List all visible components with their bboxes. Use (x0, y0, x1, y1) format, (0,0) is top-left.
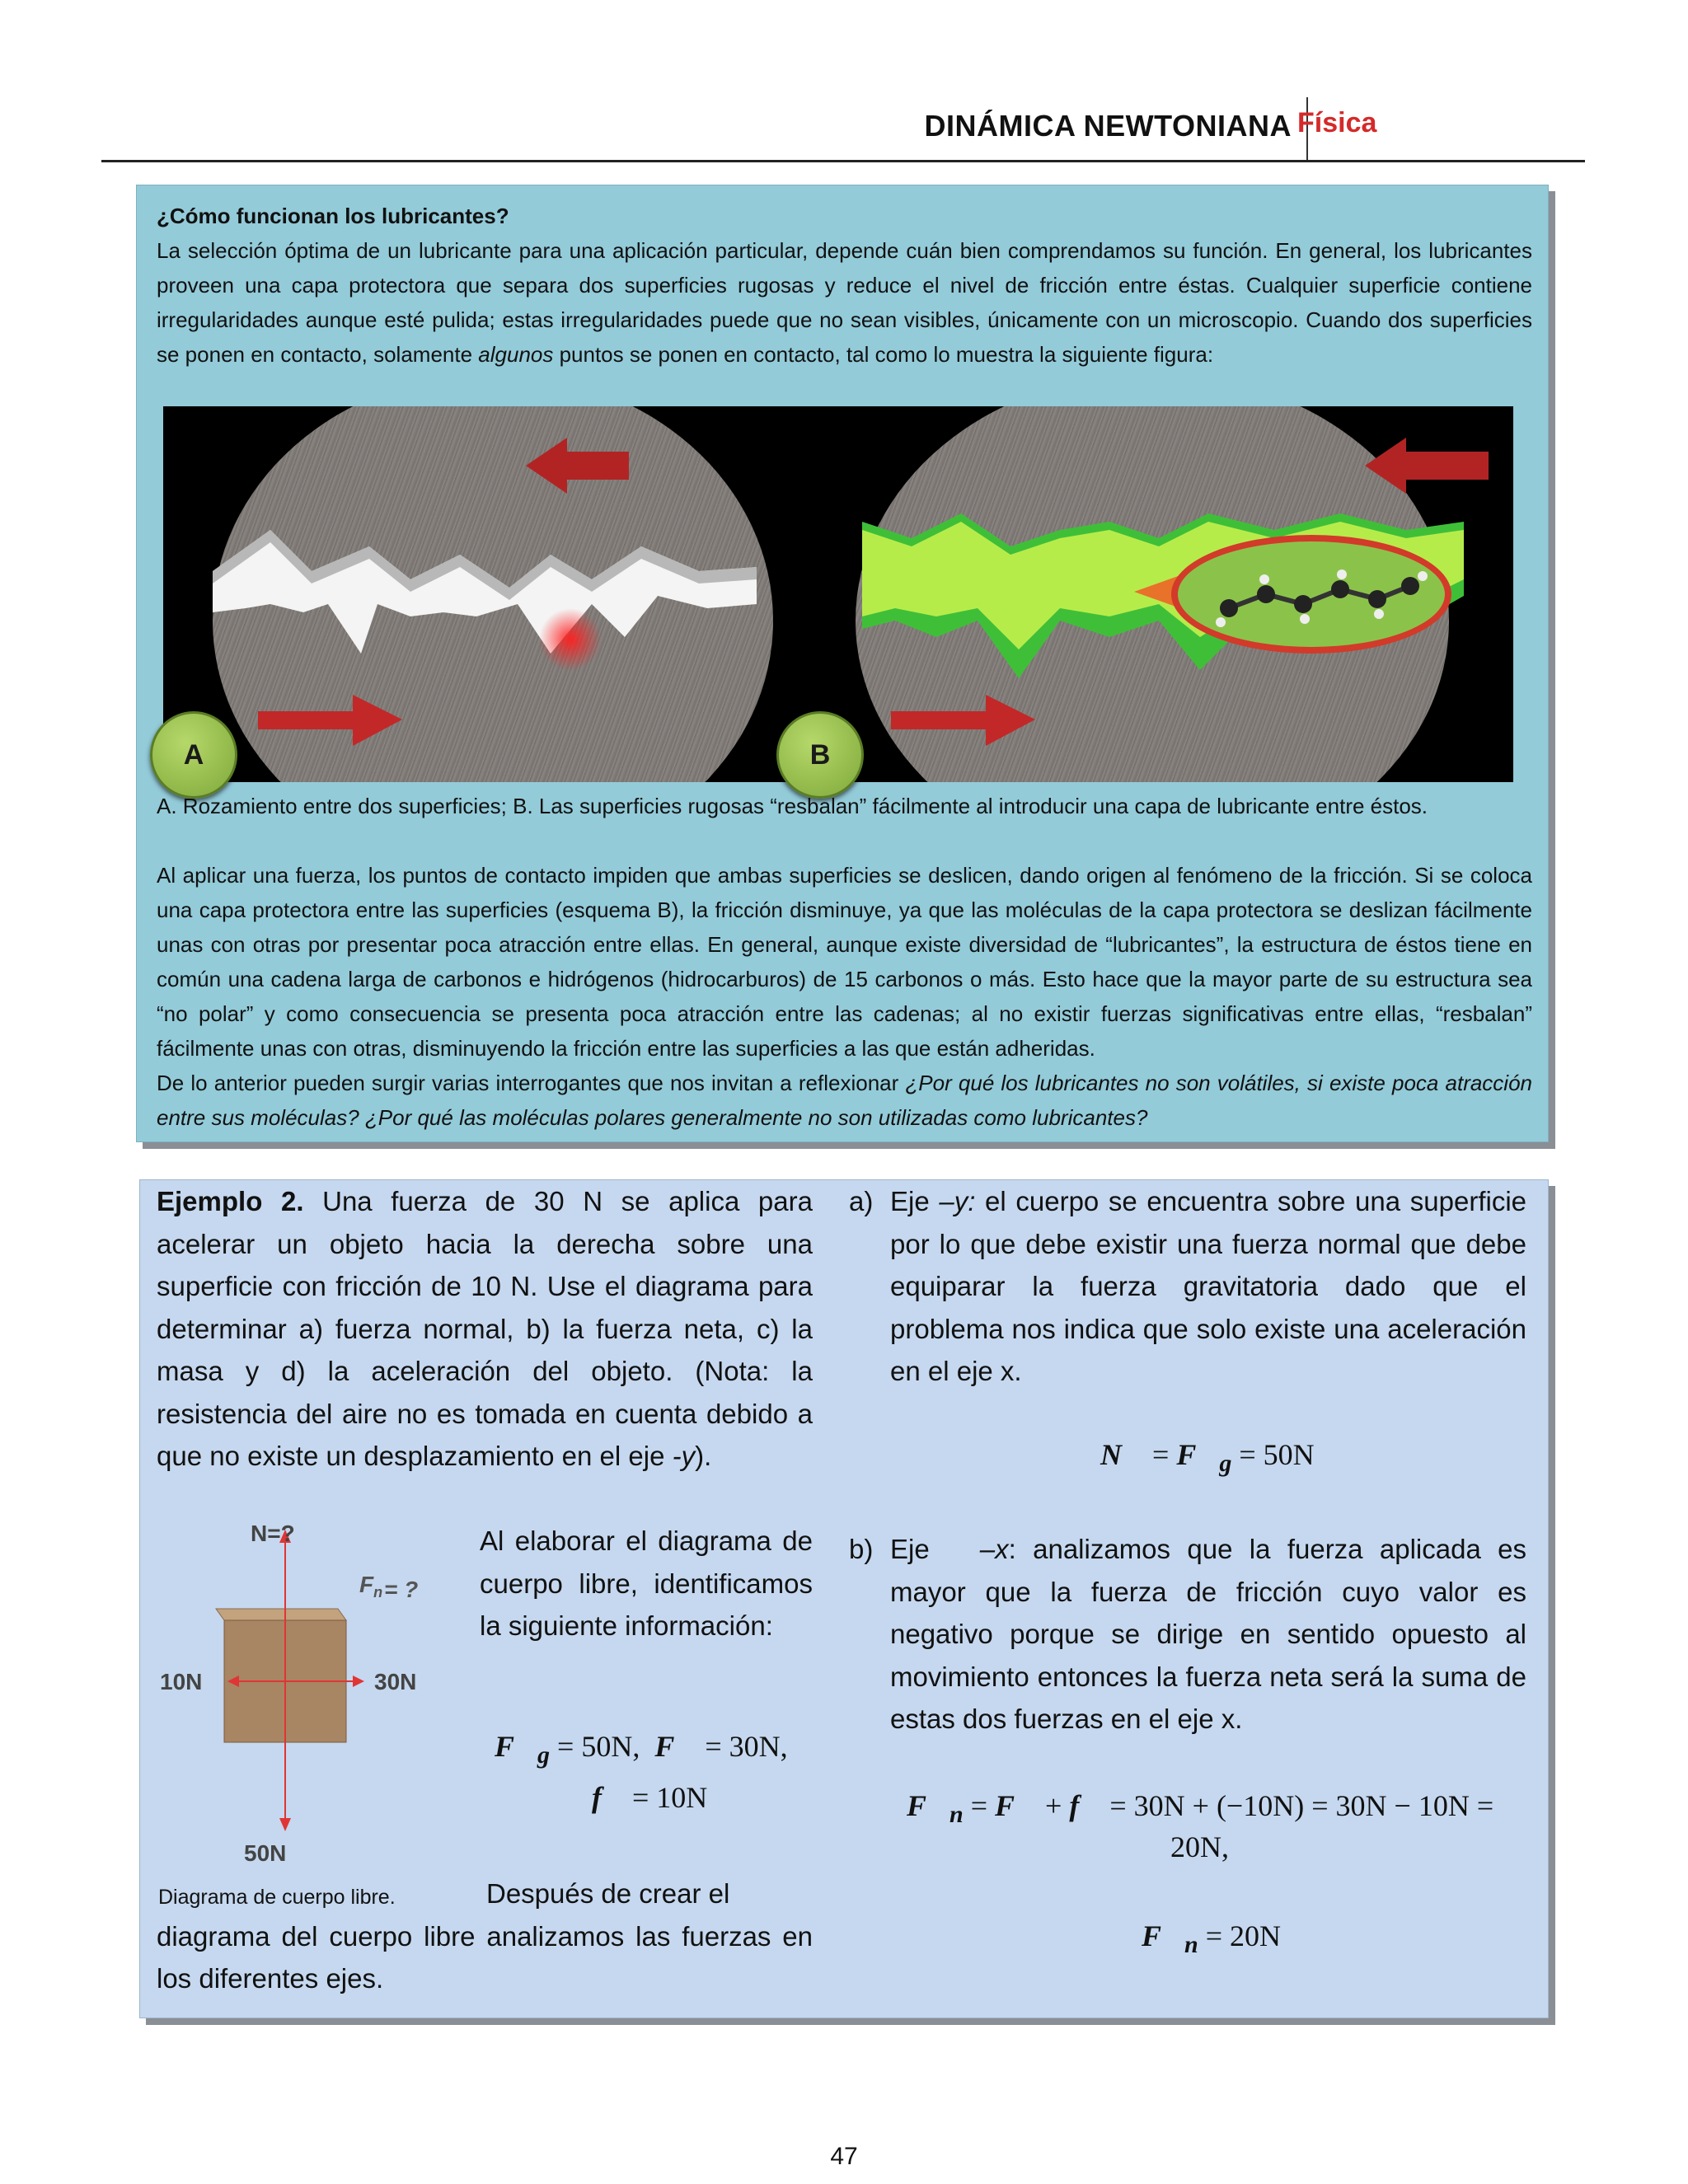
friction-equation: f⃗ = 10N (592, 1781, 708, 1814)
lubricants-paragraph-2: Al aplicar una fuerza, los puntos de contacto impiden que ambas superficies se deslicen, dando origen al fenómeno de la fricción. Si se coloca una capa protectora entre las superficies (esquema B), la fricción disminuye, ya que las moléculas de la capa protectora se deslizan fácilmente unas con otras por presentar poca atracción entre ellas. En general, aunque existe diversidad de “lubricantes”, la estructura de éstos tiene en común una cadena larga de carbonos e hidrógenos (hidrocarburos) de 15 carbonos o más. Esto hace que la mayor parte de su estructura sea “no polar” y como consecuencia se presenta poca atracción entre las cadenas; al no existir fuerzas significativas entre ellas, “resbalan” fácilmente unas con otras, disminuyendo la fricción entre las superficies a las que están adheridas. (157, 863, 1532, 1061)
figure-panel-a (163, 406, 809, 782)
part-b-text: b) Eje –x: analizamos que la fuerza aplicada es mayor que la fuerza de fricción cuyo valor es negativo porque se dirige en sentido opuesto al movimiento entonces la fuerza neta será la suma de estas dos fuerzas en el eje x. (849, 1534, 1526, 1734)
page-number: 47 (830, 2143, 858, 2170)
diagram-caption: Diagrama de cuerpo libre. (158, 1886, 396, 1909)
normal-force-label: N=? (251, 1521, 295, 1546)
weight-force-label: 50N (244, 1840, 287, 1866)
figure-caption: A. Rozamiento entre dos superficies; B. Las superficies rugosas “resbalan” fácilmente al introducir una capa de lubricante entre éstos. (157, 794, 1428, 818)
example-statement: Ejemplo 2. Una fuerza de 30 N se aplica para acelerar un objeto hacia la derecha sobre una superficie con fricción de 10 N. Use el diagrama para determinar a) fuerza normal, b) la fuerza neta, c) la masa y d) la aceleración del objeto. (Nota: la resistencia del aire no es tomada en cuenta debido a que no existe un desplazamiento en el eje -y). (157, 1186, 813, 1471)
arrow-down-icon (279, 1818, 291, 1831)
net-force-final: $F⃗_n = 20N$ (1142, 1919, 1282, 1959)
part-a-text: a) Eje –y: el cuerpo se encuentra sobre una superficie por lo que debe existir una fuerza normal que debe equiparar la fuerza gravitatoria dado que el problema nos indica que solo existe una aceleración en el eje x. (849, 1186, 1527, 1386)
net-force-equation: $F⃗_n$ = F⃗ + f⃗ = 30N + (−10N) = 30N − 10N = (907, 1789, 1494, 1829)
figure-panel-b (813, 406, 1513, 782)
net-force-label: = ? (384, 1577, 419, 1602)
figure-label-a: A (150, 711, 237, 799)
lubricants-paragraph-3: De lo anterior pueden surgir varias interrogantes que nos invitan a reflexionar ¿Por qué los lubricantes no son volátiles, si existe poca atracción entre sus moléculas? ¿Por qué las moléculas polares generalmente no son utilizadas como lubricantes? (157, 1071, 1533, 1130)
arrow-right-icon (353, 1675, 364, 1687)
lubricants-question: ¿Cómo funcionan los lubricantes? (157, 204, 509, 228)
net-force-equation-result: 20N, (1170, 1830, 1229, 1863)
friction-figure (163, 406, 1513, 782)
header-title: DINÁMICA NEWTONIANA (924, 109, 1292, 143)
lubricants-box (136, 185, 1549, 1142)
analysis-intro: Después de crear el diagrama del cuerpo libre analizamos las fuerzas en los diferentes ejes. (157, 1878, 813, 1994)
given-forces-equation: $F⃗_g = 50N$, F⃗ = 30N, (495, 1730, 788, 1769)
net-force-symbol: $F_n$ (359, 1572, 383, 1601)
diagram-explanation: Al elaborar el diagrama de cuerpo libre, identificamos la siguiente información: (480, 1526, 813, 1641)
header-subject: Física (1297, 107, 1377, 138)
free-body-diagram (152, 1518, 465, 1905)
lubricated-surfaces-illustration (813, 406, 1513, 782)
lubricants-paragraph-1: La selección óptima de un lubricante para una aplicación particular, depende cuán bien comprendamos su función. En general, los lubricantes proveen una capa protectora que separa dos superficies rugosas y reduce el nivel de fricción entre éstas. Cualquier superficie contiene irregularidades aunque esté pulida; estas irregularidades puede que no sean visibles, únicamente con un microscopio. Cuando dos superficies se ponen en contacto, solamente algunos puntos se ponen en contacto, tal como lo muestra la siguiente figura: (157, 238, 1532, 367)
friction-force-label: 10N (160, 1669, 203, 1694)
rough-surfaces-illustration (163, 406, 809, 782)
figure-label-b: B (776, 711, 864, 799)
applied-force-label: 30N (374, 1669, 417, 1694)
example-box (139, 1179, 1549, 2018)
page-header (101, 97, 1585, 162)
normal-force-equation: N⃗ = $F⃗_g = 50N$ (1100, 1438, 1315, 1478)
